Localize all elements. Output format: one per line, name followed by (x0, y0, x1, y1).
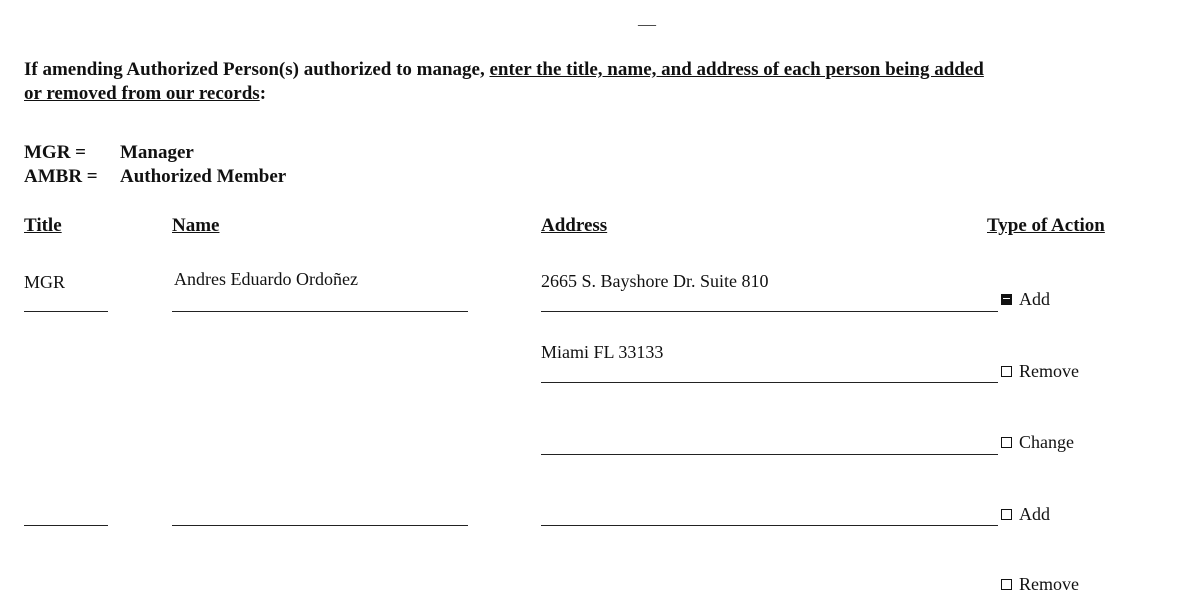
address-field-2[interactable]: Miami FL 33133 (541, 342, 664, 362)
column-header-address: Address (541, 215, 608, 236)
legend-mgr (24, 142, 194, 164)
address-field-1[interactable]: 2665 S. Bayshore Dr. Suite 810 (541, 271, 769, 291)
column-header-action: Type of Action (987, 215, 1105, 236)
intro-colon: : (259, 83, 267, 104)
action-label: Change (1019, 432, 1074, 452)
action-label: Remove (1019, 574, 1079, 594)
name-field-1[interactable]: Andres Eduardo Ordoñez (174, 269, 358, 289)
action-add-checkbox-2[interactable] (1001, 504, 1050, 525)
action-remove-checkbox-2[interactable] (1001, 574, 1079, 595)
checkbox-icon[interactable] (1001, 366, 1012, 377)
intro-underlined-text-2: or removed from our records (24, 83, 260, 104)
checkbox-checked-icon[interactable] (1001, 294, 1012, 305)
intro-text: If amending Authorized Person(s) authorized to manage, (24, 59, 490, 80)
header-mark: — (638, 14, 656, 34)
legend-meaning: Manager (120, 142, 194, 163)
action-add-checkbox[interactable] (1001, 289, 1050, 310)
legend-meaning: Authorized Member (120, 166, 287, 187)
legend-ambr (24, 166, 286, 188)
checkbox-icon[interactable] (1001, 437, 1012, 448)
legend-code: AMBR = (24, 166, 98, 187)
checkbox-icon[interactable] (1001, 579, 1012, 590)
column-header-name: Name (172, 215, 220, 236)
legend-code: MGR = (24, 142, 87, 163)
address-underline (541, 525, 998, 526)
name-underline (172, 311, 468, 312)
address-underline (541, 382, 998, 383)
action-label: Add (1019, 289, 1050, 309)
address-underline (541, 454, 998, 455)
action-change-checkbox[interactable] (1001, 432, 1074, 453)
intro-paragraph (24, 58, 1174, 106)
title-field-1[interactable]: MGR (24, 272, 66, 292)
action-remove-checkbox[interactable] (1001, 361, 1079, 382)
action-label: Remove (1019, 361, 1079, 381)
intro-underlined-text: enter the title, name, and address of each person being added (489, 59, 984, 80)
name-underline (172, 525, 468, 526)
title-underline (24, 311, 108, 312)
title-underline (24, 525, 108, 526)
column-header-title: Title (24, 215, 62, 236)
address-underline (541, 311, 998, 312)
checkbox-icon[interactable] (1001, 509, 1012, 520)
action-label: Add (1019, 504, 1050, 524)
